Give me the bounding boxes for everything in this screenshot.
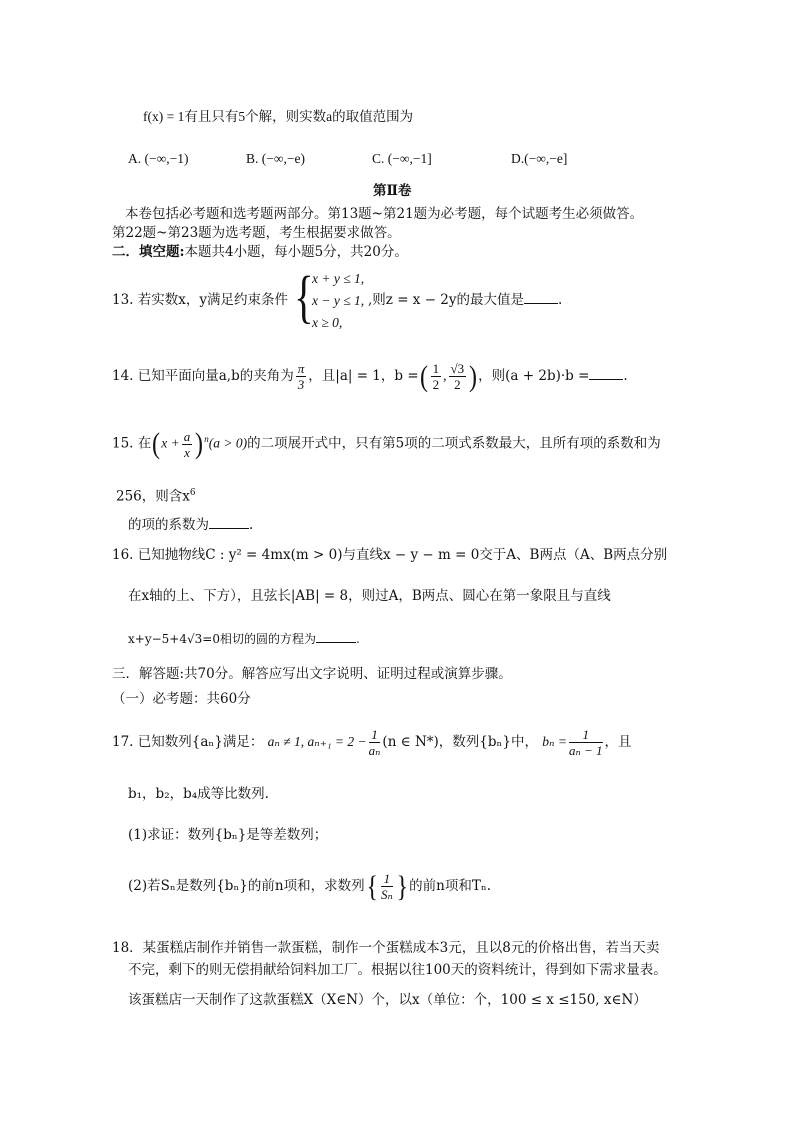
q14-rparen: ): [469, 359, 478, 393]
q15-end: .: [249, 517, 254, 533]
q13-constraint-3: x ≥ 0,: [312, 315, 343, 330]
q17-lead: 17. 已知数列{aₙ}满足：: [112, 734, 264, 750]
q15-line-1: [112, 419, 661, 464]
q17-line-1: [112, 722, 632, 762]
q14-angle-num: π: [297, 361, 305, 376]
q16-end: .: [355, 632, 360, 646]
q16-answer-blank[interactable]: [316, 630, 356, 643]
q17-rbrace: }: [396, 869, 408, 903]
section2-rest: 本题共4小题，每小题5分，共20分。: [184, 244, 408, 260]
q17-tail: ，且: [604, 734, 632, 750]
q18-line-1: 18．某蛋糕店制作并销售一款蛋糕，制作一个蛋糕成本3元，且以8元的价格出售，若当天卖: [112, 940, 660, 956]
q17-part2-tail: 的前n项和Tₙ.: [409, 878, 492, 894]
q17-lbrace: {: [366, 869, 378, 903]
q15-rest: 的二项展开式中，只有第5项的二项式系数最大，且所有项的系数和为: [247, 435, 661, 452]
q15-line-2: [116, 484, 196, 506]
q15-line2-pow: 6: [189, 488, 196, 498]
q17-part-1: (1)求证：数列{bₙ}是等差数列；: [128, 827, 328, 843]
q18-line-3: 该蛋糕店一天制作了这款蛋糕X（X∈N）个，以x（单位：个，100 ≤ x ≤150, x∈N）: [128, 992, 647, 1008]
q17-bn-num: 1: [569, 727, 603, 743]
q14-tail: ，则(a + 2b)·b =: [478, 368, 590, 384]
q17-part2-num: 1: [381, 871, 393, 887]
q14-lead: 14. 已知平面向量a,b的夹角为: [112, 368, 294, 384]
part2-intro-1: 本卷包括必考题和选考题两部分。第13题~第21题为必考题，每个试题考生必须做答。: [125, 206, 644, 222]
q15-rparen: ): [195, 427, 204, 460]
q14-end: .: [623, 368, 628, 384]
q18-line-2: 不完，剩下的则无偿捐献给饲料加工厂。根据以往100天的资料统计，得到如下需求量表。: [128, 962, 667, 978]
q14-angle-frac: [296, 361, 307, 392]
q17-part2-frac: [381, 871, 393, 902]
q14-lparen: (: [419, 359, 428, 393]
q14-b2-den: 2: [454, 377, 461, 392]
q15-line3-text: 的项的系数为: [128, 517, 209, 533]
section3-title: 三．解答题:共70分。解答应写出文字说明、证明过程或演算步骤。: [112, 666, 512, 682]
q14-mid: ，且|a| = 1，b =: [308, 368, 419, 384]
q14-line: 14. 已知平面向量a,b的夹角为 $\frac{\pi}{3}$ ，且|a| = 1，b =( $\frac{1}{2}$ , $\frac{√3}{2}$ )，则(a + 2b)·b = .: [112, 359, 628, 393]
q13-lead: 13. 若实数x，y满足约束条件: [112, 292, 289, 308]
q12-option-b: B. (−∞,−e): [246, 151, 305, 166]
q15-line-3: [128, 516, 253, 534]
q15-frac-den: x: [184, 444, 190, 460]
q14-b2-frac: [449, 361, 467, 392]
q16-line3-text: x+y−5+4√3=0相切的圆的方程为: [128, 632, 316, 646]
q15-power: n: [204, 434, 209, 444]
q17-bn-frac: [569, 727, 603, 758]
q17-cond: aₙ ≠ 1, aₙ₊₁ = 2 −: [267, 734, 367, 749]
q14-angle-den: 3: [297, 377, 305, 392]
q15-frac-num: a: [183, 428, 191, 444]
q17-cond2: (n ∈ N*)，数列{bₙ}中，: [382, 734, 538, 750]
section2-label: 二．填空题:: [112, 244, 185, 260]
q15-answer-blank[interactable]: [209, 516, 249, 529]
q14-b1-frac: [431, 361, 442, 392]
q17-part2-lead: (2)若Sₙ是数列{bₙ}的前n项和，求数列: [128, 878, 365, 894]
q15-cond: (a > 0): [208, 435, 248, 451]
q15-x: x +: [161, 435, 180, 451]
q12-tail-text: f(x) = 1有且只有5个解，则实数a的取值范围为: [143, 109, 414, 124]
q16-line-3: [128, 630, 360, 648]
q15-line2-text: 256，则含x: [116, 488, 190, 505]
q13-constraint-2: x − y ≤ 1,: [312, 293, 365, 308]
q17-bn: bₙ =: [542, 734, 567, 749]
q17-frac: [369, 727, 381, 758]
q12-option-c: C. (−∞,−1]: [372, 151, 432, 166]
q17-frac-den: aₙ: [368, 743, 381, 758]
q13-end: .: [558, 292, 563, 308]
q13-tail-wrap: [368, 291, 562, 309]
section3-sub: （一）必考题：共60分: [112, 691, 251, 707]
q12-tail: [143, 108, 413, 126]
q14-answer-blank[interactable]: [589, 367, 623, 380]
q14-b1-den: 2: [432, 377, 440, 392]
q15-lparen: (: [152, 427, 161, 460]
q16-line-1: 16. 已知抛物线C : y² = 4mx(m > 0)与直线x − y − m = 0交于A、B两点（A、B两点分别: [112, 547, 668, 563]
q15-frac: [182, 429, 193, 460]
q12-option-d: D.(−∞,−e]: [511, 151, 568, 166]
q13-constraint-1: x + y ≤ 1,: [312, 271, 365, 286]
q17-bn-den: aₙ − 1: [568, 743, 603, 758]
q17-line-2: b₁，b₂，b₄成等比数列.: [128, 786, 269, 802]
q14-b1-num: 1: [432, 361, 440, 376]
section2-heading: [112, 243, 408, 261]
q17-frac-num: 1: [369, 727, 381, 743]
q17-part-2: [128, 866, 491, 906]
q17-part2-den: Sₙ: [380, 887, 393, 902]
q13-brace: {: [294, 264, 314, 329]
q15-lead: 15. 在: [112, 435, 152, 452]
q13-tail: ,则z = x − 2y的最大值是: [368, 292, 525, 308]
q13-answer-blank[interactable]: [524, 291, 558, 304]
q12-option-a: A. (−∞,−1): [128, 151, 189, 166]
part2-intro-2: 第22题~第23题为选考题，考生根据要求做答。: [112, 225, 401, 241]
q16-line-2: 在x轴的上、下方），且弦长|AB| = 8，则过A，B两点、圆心在第一象限且与直线: [128, 588, 611, 604]
q14-b2-num: √3: [450, 361, 465, 376]
part2-title: 第Ⅱ卷: [373, 183, 412, 199]
